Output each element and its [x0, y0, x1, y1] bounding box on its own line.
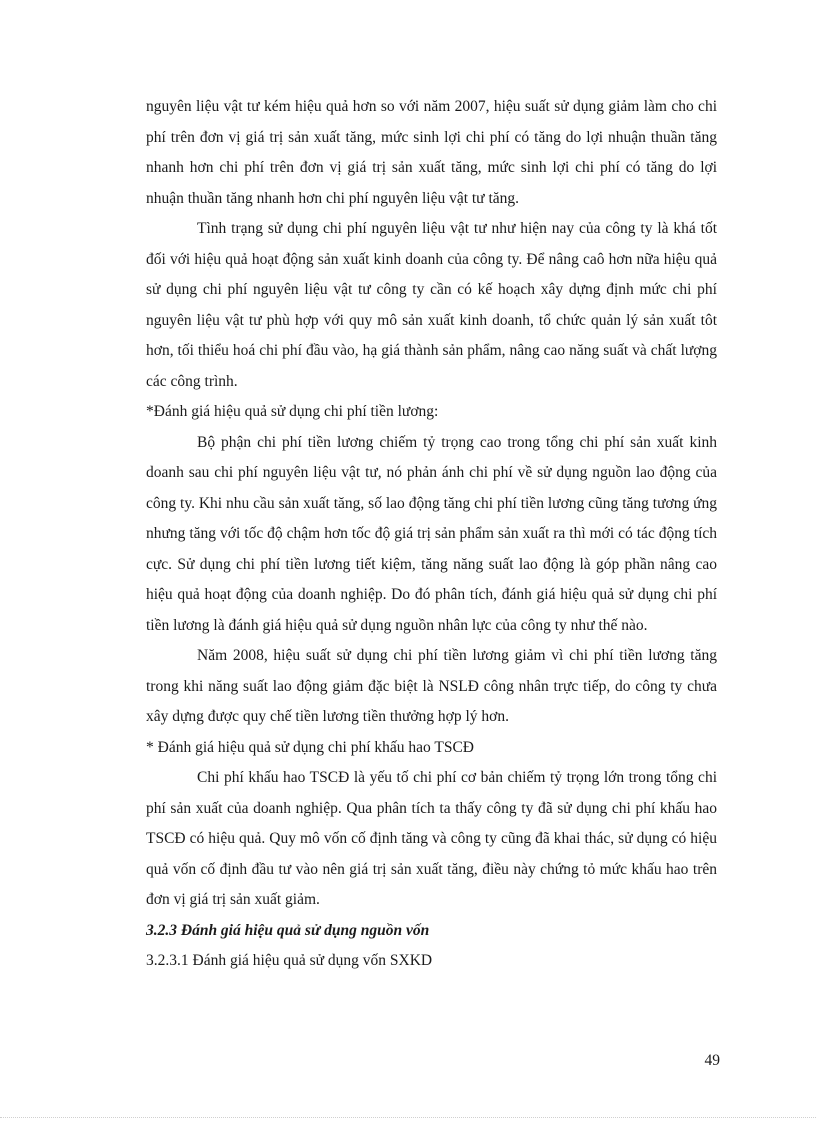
paragraph-material-cost-status: Tình trạng sử dụng chi phí nguyên liệu vật tư như hiện nay của công ty là khá tốt đối với hiệu quả hoạt động sản xuất kinh doanh của công ty. Để nâng caô hơn nữa hiệu quả sử dụng chi phí nguyên liệu vật tư công ty cần có kế hoạch xây dựng định mức chi phí nguyên liệu vật tư phù hợp với quy mô sản xuất kinh doanh, tổ chức quản lý sản xuất tôt hơn, tối thiểu hoá chi phí đầu vào, hạ giá thành sản phẩm, nâng cao năng suất và chất lượng các công trình.: [146, 220, 717, 390]
paragraph-year-2008: Năm 2008, hiệu suất sử dụng chi phí tiền lương giảm vì chi phí tiền lương tăng trong khi năng suất lao động giảm đặc biệt là NSLĐ công nhân trực tiếp, do công ty chưa xây dựng được quy chế tiền lương tiền thưởng hợp lý hơn.: [146, 647, 717, 725]
footer-divider: [0, 1117, 816, 1118]
paragraph-wage-cost-share: Bộ phận chi phí tiền lương chiếm tỷ trọng cao trong tổng chi phí sản xuất kinh doanh sau chi phí nguyên liệu vật tư, nó phản ánh chi phí về sử dụng nguồn lao động của công ty. Khi nhu cầu sản xuất tăng, số lao động tăng chi phí tiền lương cũng tăng tương ứng nhưng tăng với tốc độ chậm hơn tốc độ giá trị sản phẩm sản xuất ra thì mới có tác động tích cực. Sử dụng chi phí tiền lương tiết kiệm, tăng năng suất lao động là góp phần nâng cao hiệu quả hoạt động của doanh nghiệp. Do đó phân tích, đánh giá hiệu quả sử dụng chi phí tiền lương là đánh giá hiệu quả sử dụng nguồn nhân lực của công ty như thế nào.: [146, 433, 717, 634]
section-heading-3-2-3: 3.2.3 Đánh giá hiệu quả sử dụng nguồn vốn: [146, 921, 430, 939]
paragraph-continuation: nguyên liệu vật tư kém hiệu quả hơn so với năm 2007, hiệu suất sử dụng giảm làm cho chi phí trên đơn vị giá trị sản xuất tăng, mức sinh lợi chi phí có tăng do lợi nhuận thuần tăng nhanh hơn chi phí trên đơn vị giá trị sản xuất tăng, mức sinh lợi chi phí có tăng do lợi nhuận thuần tăng nhanh hơn chi phí nguyên liệu vật tư tăng.: [146, 98, 717, 207]
page-number: 49: [704, 1052, 720, 1069]
heading-wage-cost-evaluation: *Đánh giá hiệu quả sử dụng chi phí tiền lương:: [146, 403, 439, 420]
subsection-heading-3-2-3-1: 3.2.3.1 Đánh giá hiệu quả sử dụng vốn SXKD: [146, 952, 433, 969]
paragraph-depreciation-cost: Chi phí khấu hao TSCĐ là yếu tố chi phí cơ bản chiếm tỷ trọng lớn trong tổng chi phí sản xuất của doanh nghiệp. Qua phân tích ta thấy công ty đã sử dụng chi phí khấu hao TSCĐ có hiệu quả. Quy mô vốn cố định tăng và công ty cũng đã khai thác, sử dụng có hiệu quả vốn cố định đầu tư vào nên giá trị sản xuất tăng, điều này chứng tỏ mức khấu hao trên đơn vị giá trị sản xuất giảm.: [146, 769, 717, 908]
heading-depreciation-evaluation: * Đánh giá hiệu quả sử dụng chi phí khấu hao TSCĐ: [146, 738, 474, 756]
body-text: [146, 92, 717, 977]
